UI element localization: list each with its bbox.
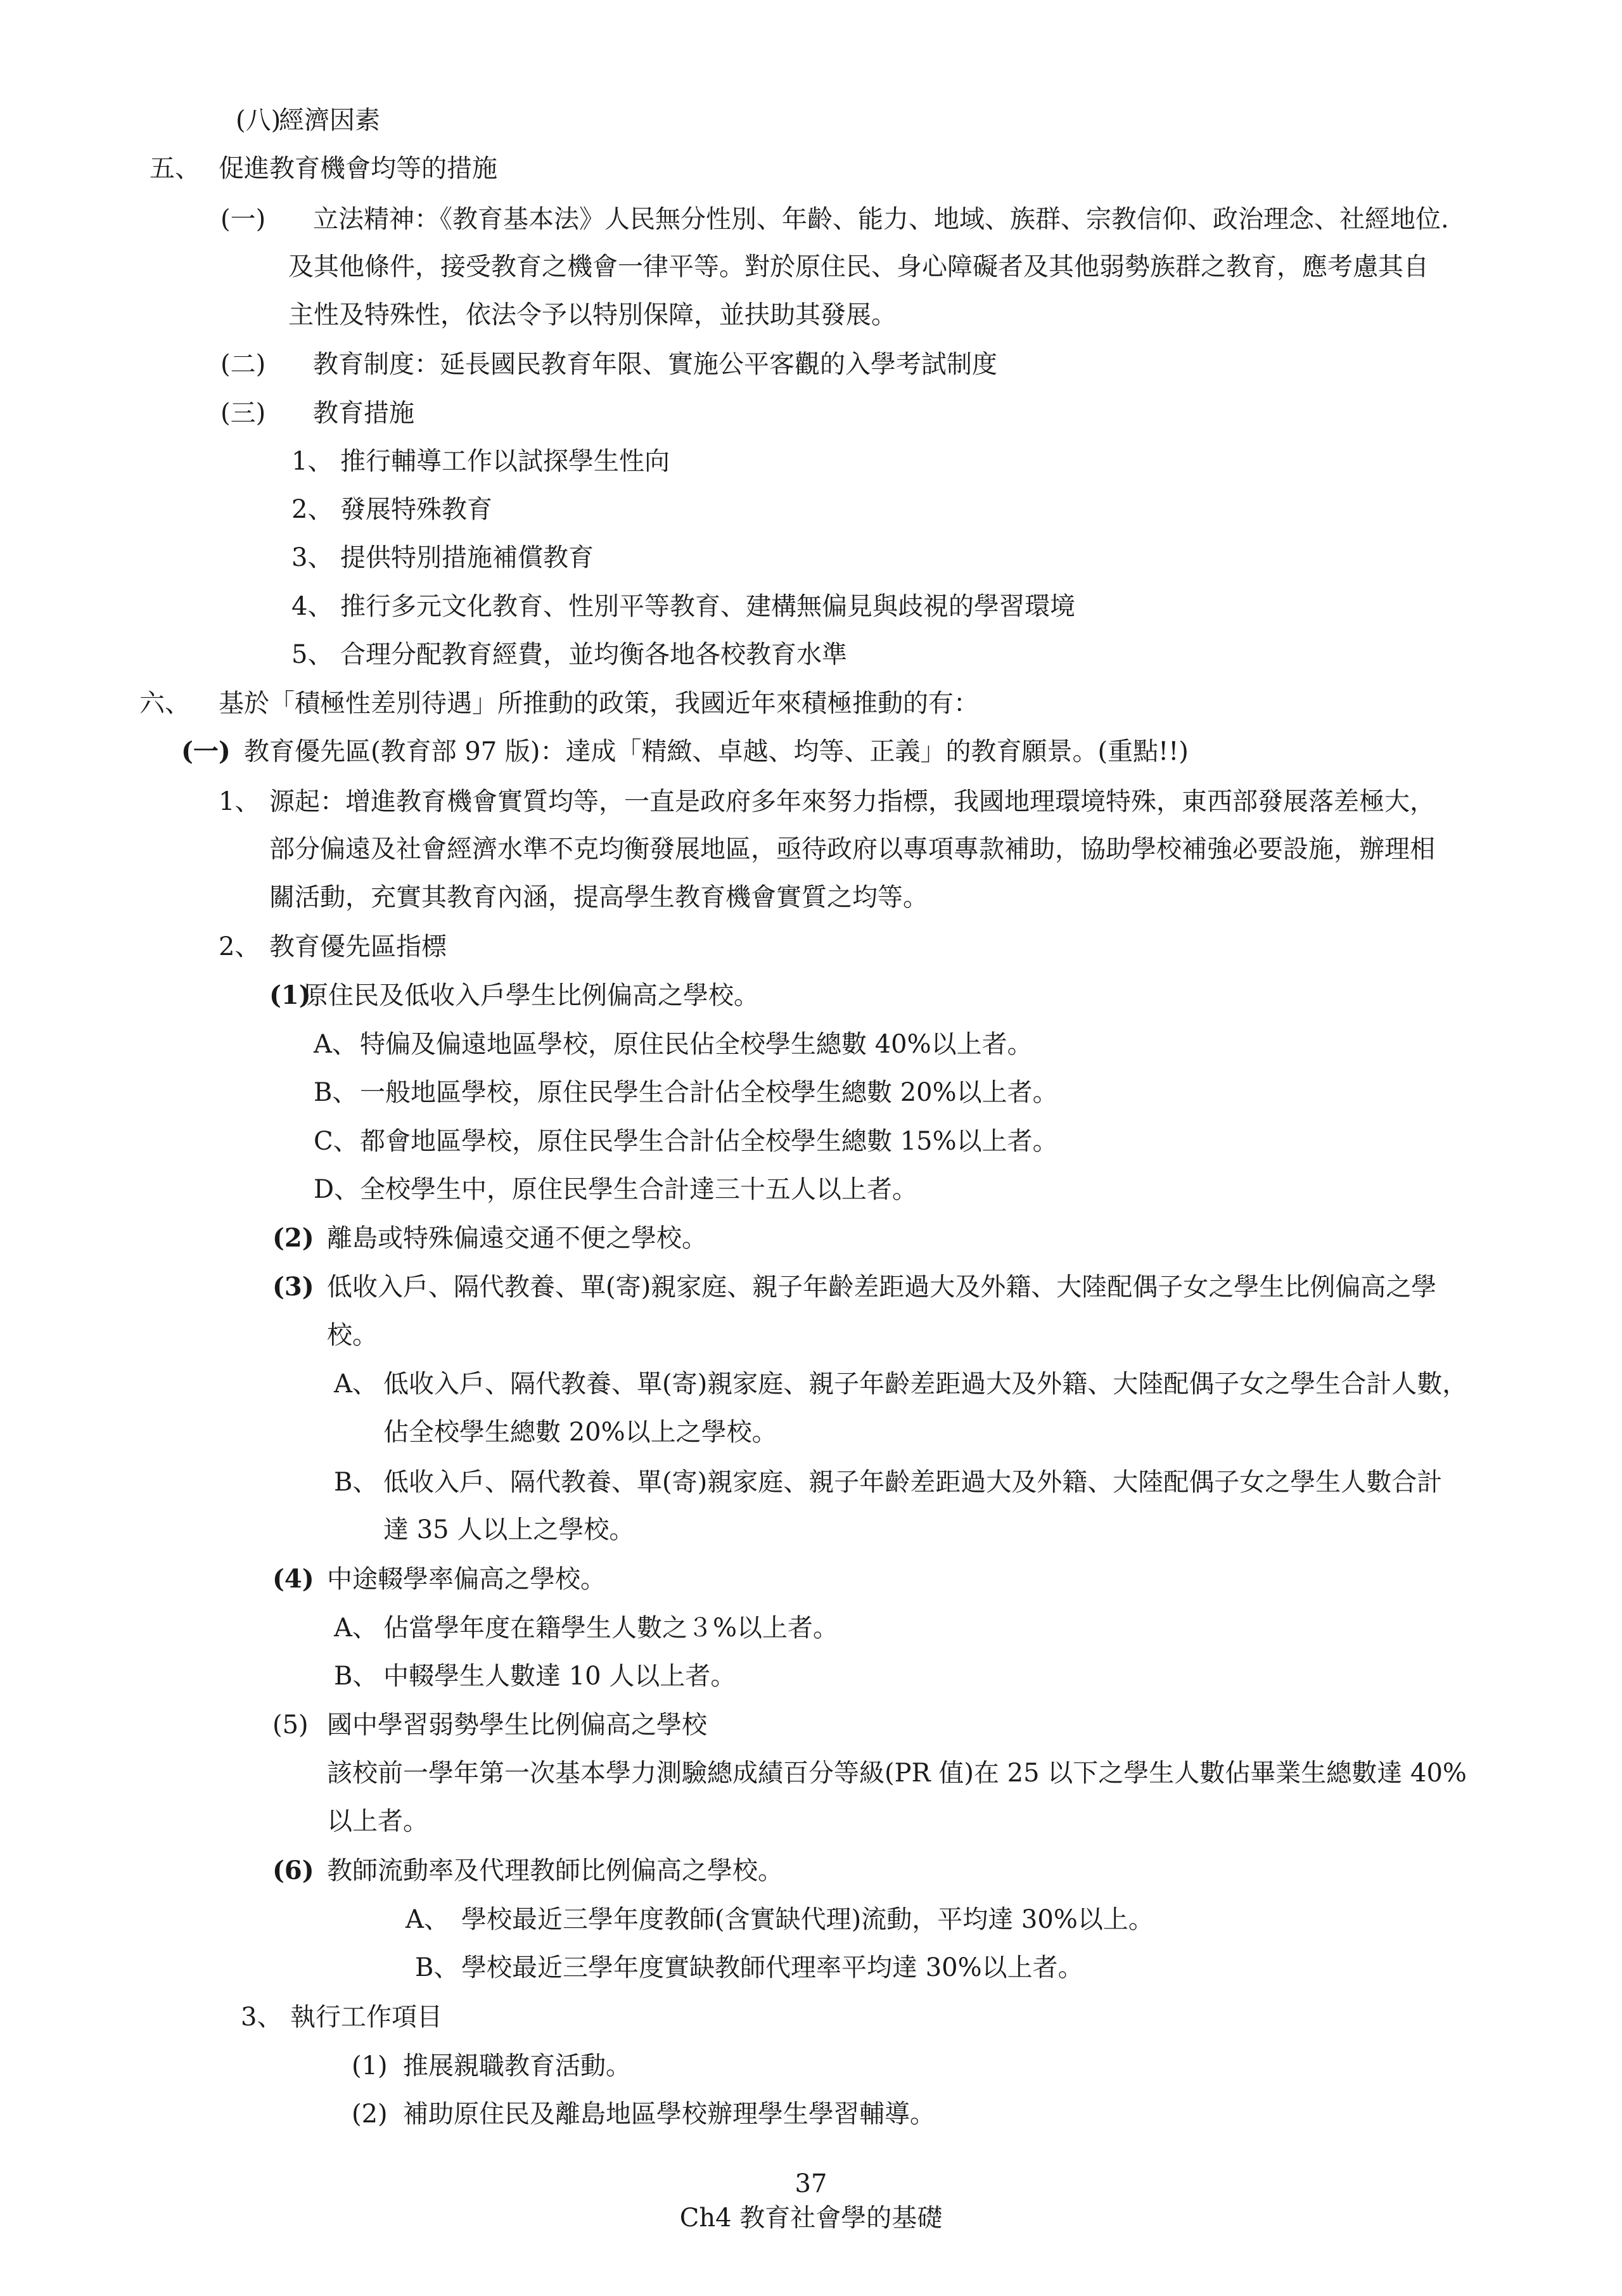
measure-1-text: 推行輔導工作以試探學生性向 — [340, 447, 670, 476]
item-5-3-label: (三) — [220, 399, 266, 428]
origin-text-cont: 部分偏遠及社會經濟水準不克均衡發展地區，亟待政府以專項專款補助，協助學校補強必要設施，辦理相 — [269, 835, 1435, 864]
work-item-2-text: 補助原住民及離島地區學校辦理學生學習輔導。 — [403, 2100, 935, 2129]
page-number: 37 — [795, 2169, 827, 2198]
work-items-label: 3、 — [241, 2003, 283, 2032]
section-5-label: 五、 — [150, 154, 200, 183]
indicator-3a-label: A、 — [334, 1369, 378, 1399]
indicator-1d-text: 全校學生中，原住民學生合計達三十五人以上者。 — [360, 1175, 917, 1204]
section-6-label: 六、 — [139, 689, 190, 718]
origin-text: 源起：增進教育機會實質均等，一直是政府多年來努力指標，我國地理環境特殊，東西部發展落差極大， — [269, 787, 1435, 816]
indicator-4b-text: 中輟學生人數達 10 人以上者。 — [383, 1662, 736, 1691]
indicator-3b-label: B、 — [334, 1468, 378, 1497]
indicator-6b-label: B、 — [415, 1953, 459, 1982]
section-8-text: 經濟因素 — [279, 106, 380, 135]
measure-1-label: 1、 — [291, 447, 333, 476]
indicator-1-label: (1) — [269, 980, 311, 1010]
indicator-3-label: (3) — [272, 1272, 314, 1302]
indicator-1b-text: 一般地區學校，原住民學生合計佔全校學生總數 20%以上者。 — [360, 1078, 1058, 1107]
indicator-5-label: (5) — [272, 1710, 309, 1740]
item-5-1-text-cont: 及其他條件，接受教育之機會一律平等。對於原住民、身心障礙者及其他弱勢族群之教育，應考慮其自 — [288, 252, 1429, 281]
indicator-4-label: (4) — [272, 1564, 314, 1594]
indicator-4a-label: A、 — [334, 1613, 378, 1643]
item-6-1-text: 教育優先區(教育部 97 版)：達成「精緻、卓越、均等、正義」的教育願景。(重點!!) — [244, 737, 1189, 766]
indicator-label: 2、 — [219, 932, 260, 961]
work-items-title: 執行工作項目 — [290, 2003, 442, 2032]
item-6-1-label: (一) — [181, 736, 231, 766]
section-8-label: (八) — [236, 106, 281, 135]
indicator-1a-label: A、 — [314, 1030, 357, 1059]
indicator-6-text: 教師流動率及代理教師比例偏高之學校。 — [327, 1856, 783, 1885]
section-6-text: 基於「積極性差別待遇」所推動的政策，我國近年來積極推動的有： — [219, 689, 979, 718]
indicator-3a-text: 低收入戶、隔代教養、單(寄)親家庭、親子年齡差距過大及外籍、大陸配偶子女之學生合計人數， — [383, 1369, 1468, 1399]
measure-5-text: 合理分配教育經費，並均衡各地各校教育水準 — [340, 640, 847, 669]
item-5-1-text-cont: 主性及特殊性，依法令予以特別保障，並扶助其發展。 — [288, 300, 897, 330]
section-5-title: 促進教育機會均等的措施 — [219, 154, 497, 183]
indicator-6-label: (6) — [272, 1856, 314, 1885]
indicator-3-text: 低收入戶、隔代教養、單(寄)親家庭、親子年齡差距過大及外籍、大陸配偶子女之學生比例偏高之學 — [327, 1273, 1437, 1302]
work-item-2-label: (2) — [352, 2100, 388, 2129]
measure-4-label: 4、 — [291, 592, 333, 621]
measure-2-label: 2、 — [291, 495, 333, 524]
chapter-title: Ch4 教育社會學的基礎 — [679, 2203, 943, 2233]
measure-5-label: 5、 — [291, 640, 333, 669]
item-5-1-label: (一) — [220, 205, 266, 234]
measure-4-text: 推行多元文化教育、性別平等教育、建構無偏見與歧視的學習環境 — [340, 592, 1075, 621]
work-item-1-label: (1) — [352, 2051, 388, 2081]
indicator-1c-text: 都會地區學校，原住民學生合計佔全校學生總數 15%以上者。 — [360, 1127, 1058, 1156]
indicator-6a-text: 學校最近三學年度教師(含實缺代理)流動，平均達 30%以上。 — [461, 1905, 1154, 1934]
indicator-5-text-cont: 該校前一學年第一次基本學力測驗總成績百分等級(PR 值)在 25 以下之學生人數佔畢業生總數達 40% — [327, 1759, 1467, 1788]
indicator-5-text-cont: 以上者。 — [327, 1807, 428, 1836]
indicator-3b-text-cont: 達 35 人以上之學校。 — [383, 1515, 635, 1544]
indicator-1d-label: D、 — [314, 1175, 360, 1204]
indicator-3b-text: 低收入戶、隔代教養、單(寄)親家庭、親子年齡差距過大及外籍、大陸配偶子女之學生人數合計 — [383, 1468, 1443, 1497]
item-5-1-text: 立法精神：《教育基本法》人民無分性別、年齡、能力、地域、族群、宗教信仰、政治理念、社經地位. — [313, 205, 1449, 234]
indicator-1b-label: B、 — [314, 1078, 358, 1107]
indicator-4a-text: 佔當學年度在籍學生人數之３%以上者。 — [383, 1613, 839, 1643]
work-item-1-text: 推展親職教育活動。 — [403, 2051, 631, 2081]
indicator-6b-text: 學校最近三學年度實缺教師代理率平均達 30%以上者。 — [461, 1953, 1083, 1982]
origin-text-cont: 關活動，充實其教育內涵，提高學生教育機會實質之均等。 — [269, 883, 928, 912]
indicator-2-text: 離島或特殊偏遠交通不便之學校。 — [327, 1224, 707, 1253]
measure-2-text: 發展特殊教育 — [340, 495, 492, 524]
item-5-3-text: 教育措施 — [313, 399, 414, 428]
indicator-5-text: 國中學習弱勢學生比例偏高之學校 — [327, 1710, 707, 1740]
indicator-3a-text-cont: 佔全校學生總數 20%以上之學校。 — [383, 1418, 777, 1447]
indicator-1a-text: 特偏及偏遠地區學校，原住民佔全校學生總數 40%以上者。 — [360, 1030, 1033, 1059]
indicator-3-text-cont: 校。 — [327, 1321, 378, 1350]
measure-3-text: 提供特別措施補償教育 — [340, 543, 594, 572]
item-5-2-text: 教育制度：延長國民教育年限、實施公平客觀的入學考試制度 — [313, 350, 997, 379]
indicator-4b-label: B、 — [334, 1662, 378, 1691]
indicator-6a-label: A、 — [406, 1905, 449, 1934]
indicator-title: 教育優先區指標 — [269, 932, 447, 961]
origin-label: 1、 — [219, 787, 260, 816]
measure-3-label: 3、 — [291, 543, 333, 572]
indicator-1-text: 原住民及低收入戶學生比例偏高之學校。 — [303, 981, 759, 1010]
indicator-2-label: (2) — [272, 1223, 314, 1253]
indicator-1c-label: C、 — [314, 1127, 359, 1156]
indicator-4-text: 中途輟學率偏高之學校。 — [327, 1565, 606, 1594]
item-5-2-label: (二) — [220, 350, 266, 379]
